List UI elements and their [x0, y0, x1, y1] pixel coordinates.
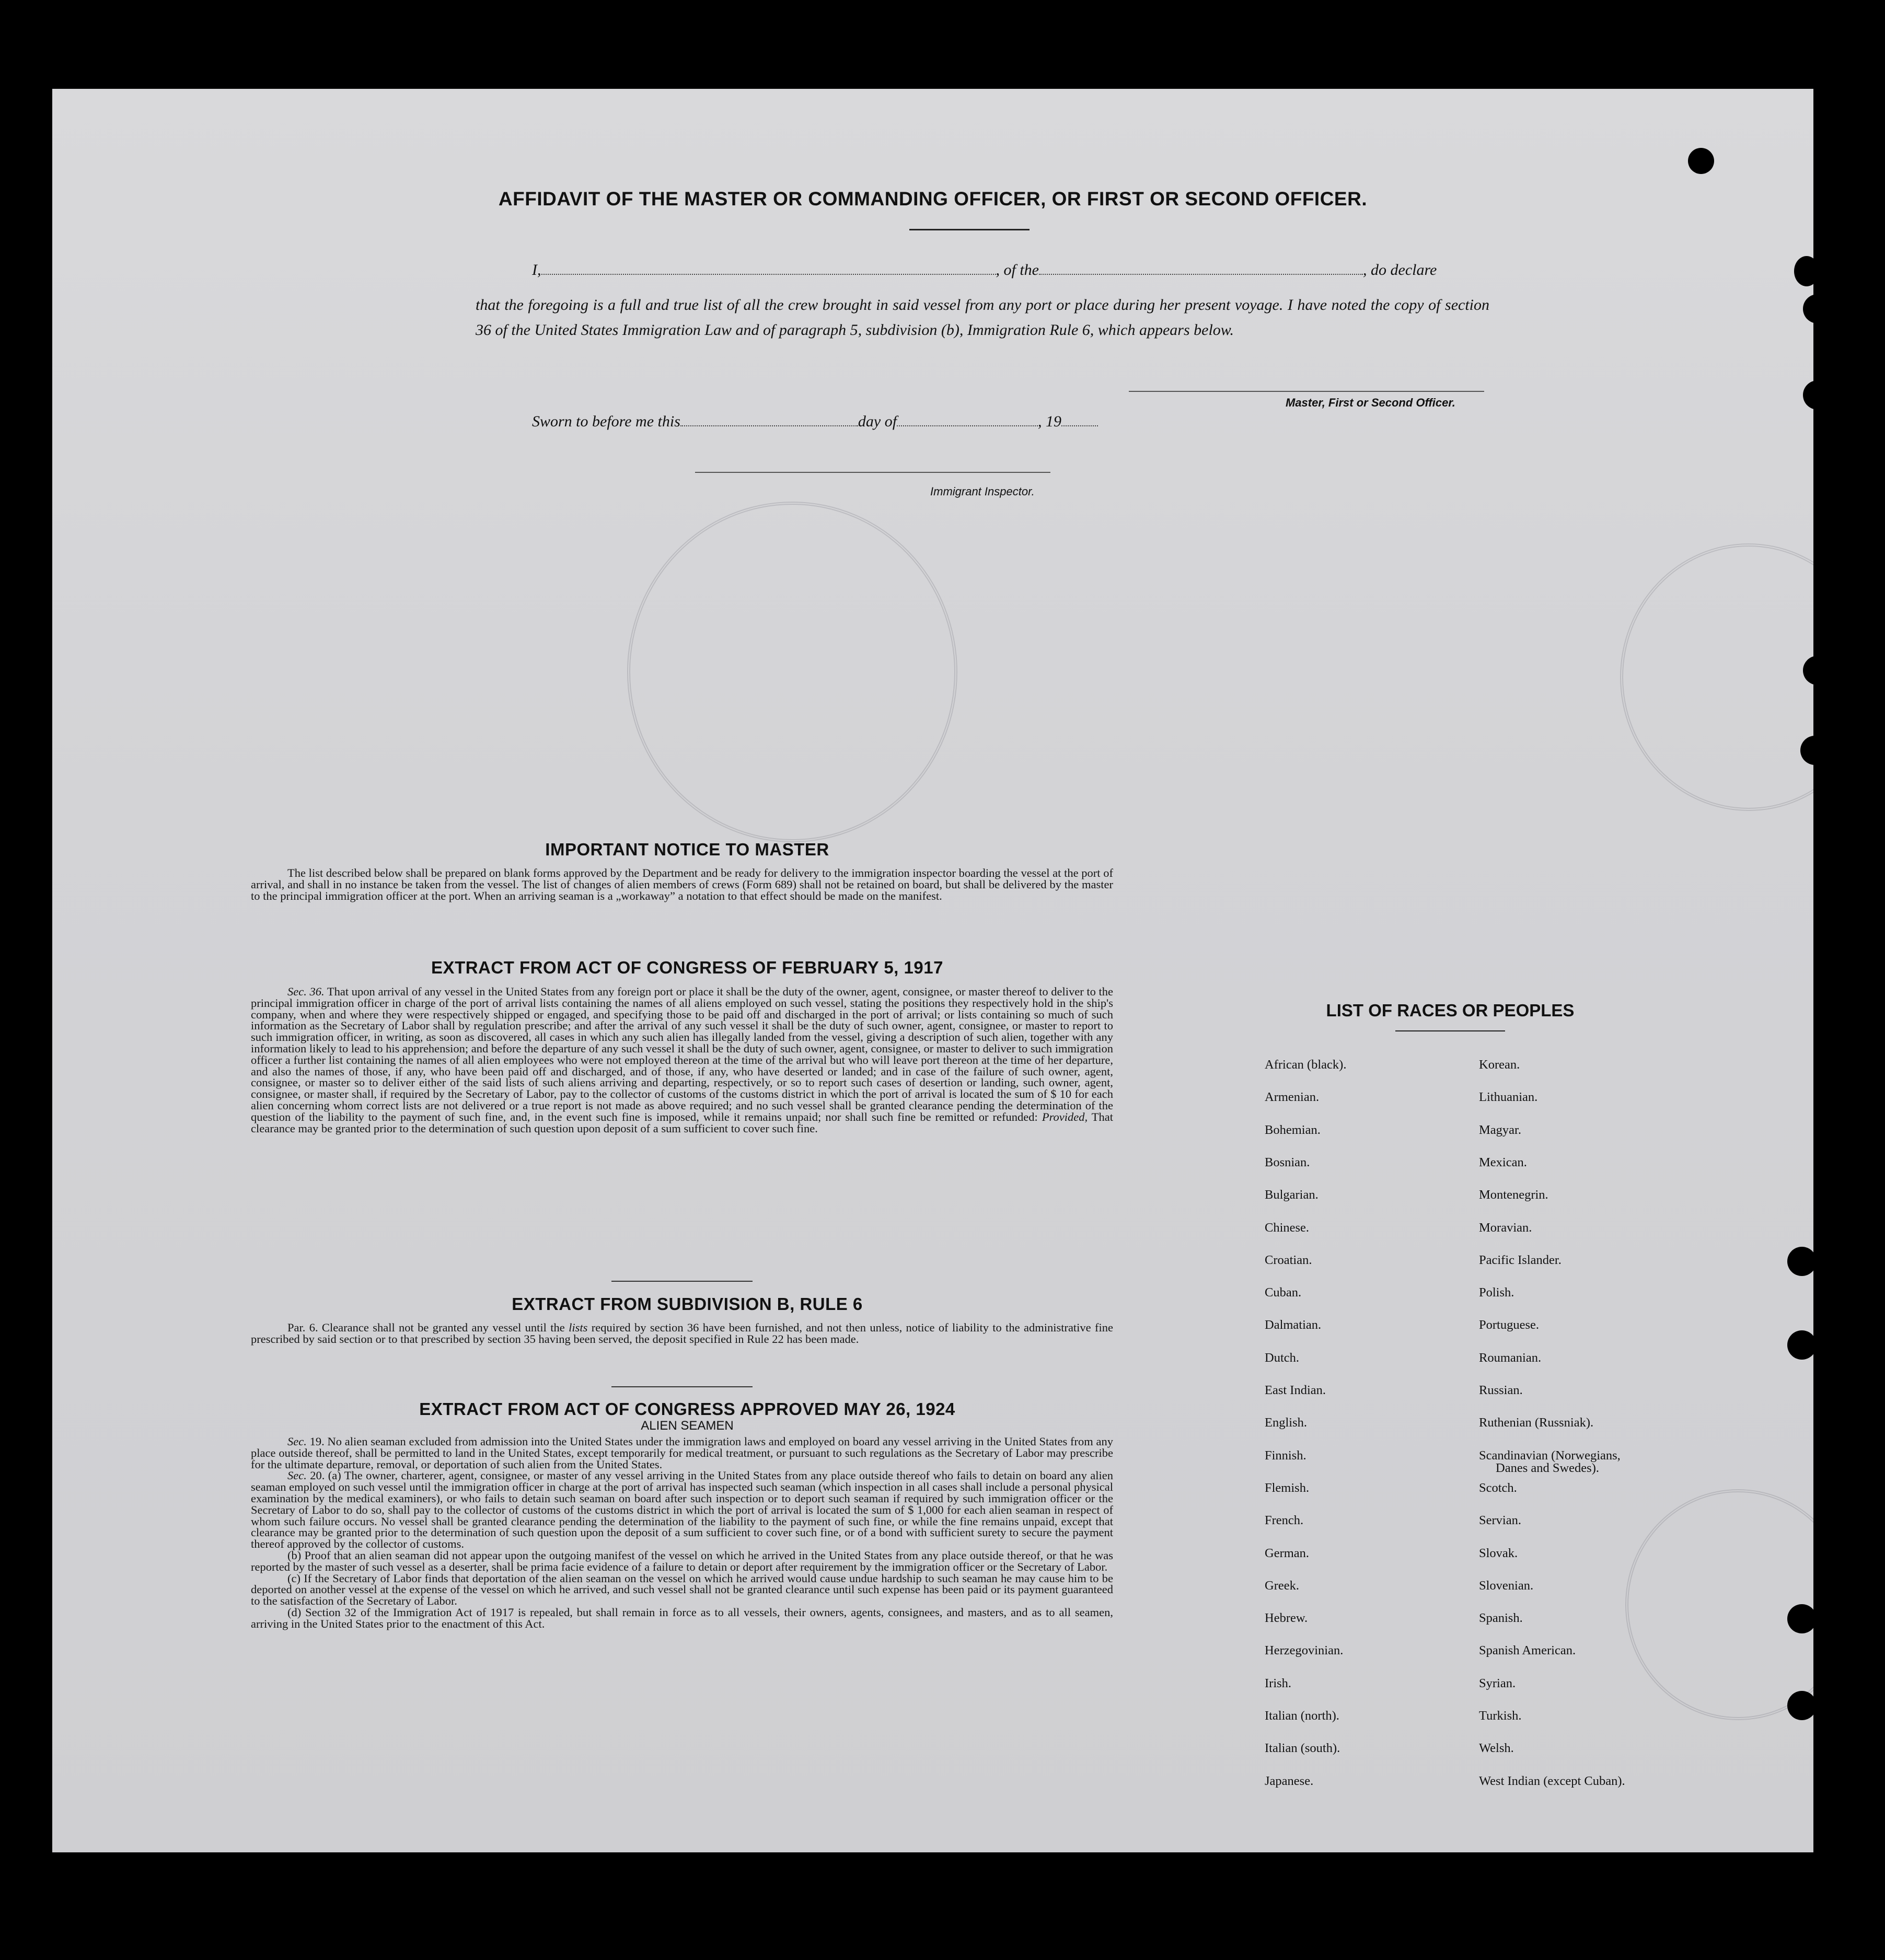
affidavit-statement: that the foregoing is a full and true list of all the crew brought in said vessel from any port or place during her present voyage. I have noted the copy of section 36 of the United States Immigration Law and of paragraph 5, subdivision (b), Immigration Rule 6, which appears below.	[476, 296, 1489, 339]
faint-stamp	[1620, 543, 1813, 811]
race-item: Dalmatian.	[1265, 1318, 1322, 1332]
race-item: Bulgarian.	[1265, 1188, 1319, 1202]
race-item: Japanese.	[1265, 1773, 1314, 1788]
faint-stamp	[627, 502, 957, 842]
race-item: Finnish.	[1265, 1448, 1306, 1463]
race-item: Welsh.	[1479, 1741, 1514, 1756]
race-item: Pacific Islander.	[1479, 1252, 1562, 1267]
inspector-signature-caption: Immigrant Inspector.	[930, 485, 1035, 498]
declarant-name-field[interactable]	[541, 262, 996, 275]
extract-1917-title: EXTRACT FROM ACT OF CONGRESS OF FEBRUARY 5, 1917	[431, 958, 943, 977]
race-item: Mexican.	[1479, 1155, 1527, 1169]
race-item: Moravian.	[1479, 1220, 1532, 1235]
race-item: Slovak.	[1479, 1546, 1518, 1560]
race-item: African (black).	[1265, 1058, 1347, 1072]
race-item: Spanish American.	[1479, 1643, 1576, 1658]
punch-hole	[1800, 736, 1830, 765]
section-20a-paragraph	[251, 1470, 1113, 1550]
race-item: East Indian.	[1265, 1383, 1326, 1397]
sworn-month-field[interactable]	[897, 414, 1038, 426]
race-item: Russian.	[1479, 1383, 1523, 1397]
declarant-prefix: I,	[532, 261, 541, 279]
punch-hole	[1803, 380, 1832, 410]
proviso-word: Provided,	[1042, 1110, 1088, 1123]
affidavit-declaration-line	[532, 261, 1437, 279]
punch-hole	[1787, 1691, 1817, 1720]
master-signature-line[interactable]	[1129, 391, 1484, 392]
punch-hole	[1787, 1330, 1817, 1360]
section-20c-paragraph: (c) If the Secretary of Labor finds that deportation of the alien seaman on the vessel on which he arrived would cause undue hardship to such seaman he may cause him to be deported on another vessel at the expense of the vessel on which he arrived, and such vessel shall not be granted clearance until such expense has been paid or its payment guaranteed to the satisfaction of the Secretary of Labor.	[251, 1571, 1113, 1608]
section-19-label: Sec.	[287, 1435, 307, 1448]
race-item: Syrian.	[1479, 1676, 1516, 1690]
extract-1924-title: EXTRACT FROM ACT OF CONGRESS APPROVED MAY 26, 1924	[419, 1399, 955, 1419]
inspector-signature-line[interactable]	[695, 472, 1050, 473]
race-item: Portuguese.	[1479, 1318, 1539, 1332]
race-item: Cuban.	[1265, 1285, 1302, 1300]
rule-6-body	[251, 1322, 1113, 1345]
extract-1924-subtitle: ALIEN SEAMEN	[641, 1419, 734, 1433]
race-item: Roumanian.	[1479, 1350, 1542, 1365]
of-the-label: , of the	[996, 261, 1039, 279]
vessel-name-field[interactable]	[1039, 262, 1363, 275]
race-item: Lithuanian.	[1479, 1090, 1538, 1105]
race-item: Bohemian.	[1265, 1122, 1321, 1137]
declare-label: , do declare	[1363, 261, 1437, 279]
race-item: Armenian.	[1265, 1090, 1320, 1105]
punch-hole	[1787, 1247, 1817, 1276]
race-item: Croatian.	[1265, 1252, 1312, 1267]
race-item: French.	[1265, 1513, 1304, 1528]
race-item: Spanish.	[1479, 1611, 1523, 1626]
sworn-day-of: day of	[858, 413, 897, 430]
separator-rule	[611, 1281, 753, 1282]
document-sheet	[52, 89, 1813, 1852]
race-item: English.	[1265, 1416, 1307, 1430]
section-20b-paragraph: (b) Proof that an alien seaman did not appear upon the outgoing manifest of the vessel on which he arrived in the United States from any place outside thereof, or that he was reported by the master of such vessel as a deserter, shall be prima facie evidence of a failure to detain or deport after requirement by the immigration officer or the Secretary of Labor.	[251, 1548, 1113, 1573]
race-item: Scotch.	[1479, 1480, 1517, 1495]
notice-body	[251, 867, 1113, 901]
section-36-text: That upon arrival of any vessel in the United States from any foreign port or place it shall be the duty of the owner, agent, consignee, or master thereof to deliver to the principal immigration officer in charge of the port of arrival lists containing the names of all aliens employed on such vessel, stating the positions they respectively hold in the ship's company, when and where they were respectively shipped or engaged, and specifying those to be paid off and discharged in the port of arrival; or lists containing so much of such information as the Secretary of Labor shall by regulation prescribe; and after the arrival of any such vessel it shall be the duty of such owner, agent, consignee, or master to report to such immigration officer, in writing, as soon as discovered, all cases in which any such alien has illegally landed from the vessel, giving a description of such alien, together with any information likely to lead to his apprehension; and before the departure of any such vessel it shall be the duty of such owner, agent, consignee, or master to deliver to such immigration officer a further list containing the names of all alien employees who were not employed thereon at the time of the arrival but who will leave port thereon at the time of her departure, and also the names of those, if any, who have been paid off and discharged, and of those, if any, who have deserted or landed; and in case of the failure of such owner, agent, consignee, or master so to deliver either of the said lists of such aliens arriving and departing, respectively, or so to report such cases of desertion or landing, such owner, agent, consignee, or master shall, if required by the Secretary of Labor, pay to the collector of customs of the customs district in which the port of arrival is located the sum of $ 10 for each alien concerning whom correct lists are not delivered or a true report is not made as above required; and no such vessel shall be granted clearance pending the determination of the question of the liability to the payment of such fine, and, in the event such fine is imposed, while it remains unpaid; nor shall such fine be remitted or refunded:	[251, 985, 1114, 1123]
section-36-proviso-text: That clearance may be granted prior to the determination of such question upon deposit of a sum sufficient to cover such fine.	[251, 1110, 1113, 1135]
race-item: Ruthenian (Russniak).	[1479, 1416, 1594, 1430]
extract-1924-body	[251, 1436, 1113, 1630]
race-item: Herzegovinian.	[1265, 1643, 1344, 1658]
punch-hole	[1803, 294, 1832, 323]
race-item: Danes and Swedes).	[1496, 1460, 1599, 1475]
sworn-year-field[interactable]	[1061, 414, 1098, 426]
notice-paragraph: The list described below shall be prepared on blank forms approved by the Department and be ready for delivery to the immigration inspector boarding the vessel at the port of arrival, and shall in no instance be taken from the vessel. The list of changes of alien members of crews (Form 689) shall not be retained on board, but shall be delivered by the master to the principal immigration officer at the port. When an arriving seaman is a „workaway” a notation to that effect should be made on the manifest.	[251, 866, 1113, 902]
section-20d-paragraph: (d) Section 32 of the Immigration Act of 1917 is repealed, but shall remain in force as to all vessels, their owners, agents, consignees, and masters, and as to all seamen, arriving in the United States prior to the enactment of this Act.	[251, 1605, 1113, 1630]
affidavit-title: AFFIDAVIT OF THE MASTER OR COMMANDING OFFICER, OR FIRST OR SECOND OFFICER.	[498, 188, 1368, 210]
race-item: German.	[1265, 1546, 1310, 1560]
race-item: Bosnian.	[1265, 1155, 1310, 1169]
affidavit-title-rule	[909, 229, 1030, 230]
section-19-paragraph	[251, 1436, 1113, 1470]
race-item: Flemish.	[1265, 1480, 1310, 1495]
race-item: Chinese.	[1265, 1220, 1310, 1235]
separator-rule	[611, 1386, 753, 1387]
race-item: Montenegrin.	[1479, 1188, 1548, 1202]
rule-6-paragraph	[251, 1322, 1113, 1345]
punch-hole	[1787, 1604, 1817, 1633]
section-36-label: Sec. 36.	[287, 985, 325, 998]
race-item: Scandinavian (Norwegians,	[1479, 1448, 1621, 1463]
faint-stamp	[1625, 1489, 1813, 1720]
race-item: Greek.	[1265, 1578, 1299, 1593]
notice-title: IMPORTANT NOTICE TO MASTER	[545, 840, 829, 859]
rule-6-title: EXTRACT FROM SUBDIVISION B, RULE 6	[512, 1294, 863, 1314]
race-item: Italian (north).	[1265, 1709, 1339, 1723]
races-title-rule	[1395, 1030, 1505, 1031]
race-item: Magyar.	[1479, 1122, 1521, 1137]
race-item: Dutch.	[1265, 1350, 1299, 1365]
race-item: Irish.	[1265, 1676, 1292, 1690]
race-item: West Indian (except Cuban).	[1479, 1773, 1625, 1788]
race-item: Italian (south).	[1265, 1741, 1340, 1756]
punch-hole	[1688, 148, 1714, 174]
punch-hole	[1803, 656, 1832, 685]
sworn-line	[532, 413, 1098, 431]
lists-word: lists	[569, 1321, 588, 1334]
section-19-text: 19. No alien seaman excluded from admission into the United States under the immigration laws and employed on board any vessel arriving in the United States from any place outside thereof, shall be permitted to land in the United States, except temporarily for medical treatment, or pursuant to such regulations as the Secretary of Labor may prescribe for the ultimate departure, removal, or deportation of such alien from the United States.	[251, 1435, 1113, 1471]
sworn-year-prefix: , 19	[1038, 413, 1062, 430]
race-item: Slovenian.	[1479, 1578, 1534, 1593]
race-item: Turkish.	[1479, 1709, 1522, 1723]
section-20-label: Sec.	[287, 1469, 307, 1482]
rule-6-text-a: Par. 6. Clearance shall not be granted any vessel until the	[287, 1321, 565, 1334]
sworn-prefix: Sworn to before me this	[532, 413, 680, 430]
punch-hole	[1794, 256, 1819, 286]
section-36-paragraph	[251, 986, 1113, 1134]
rule-6-text-b: required by section 36 have been furnished, and not then unless, notice of liability to the administrative fine prescribed by said section or to that prescribed by section 35 having been served, the deposit specified in Rule 22 has been made.	[251, 1321, 1113, 1346]
section-20a-text: 20. (a) The owner, charterer, agent, consignee, or master of any vessel arriving in the United States from any place outside thereof who fails to detain on board any alien seaman employed on such vessel until the immigration officer in charge at the port of arrival has inspected such seaman (which inspection in all cases shall include a personal physical examination by the medical examiners), or who fails to detain such seaman on board after such inspection or to deport such seaman if required by such immigration officer or the Secretary of Labor to do so, shall pay to the collector of customs of the customs district in which the port of arrival is located the sum of $ 1,000 for each alien seaman in respect of whom such failure occurs. No vessel shall be granted clearance pending the determination of the liability to the payment of such fine, or while the fine remains unpaid, except that clearance may be granted prior to the determination of such question upon the deposit of a sum sufficient to cover such fine, or of a bond with sufficient surety to secure the payment thereof approved by the collector of customs.	[251, 1469, 1114, 1551]
races-title: LIST OF RACES OR PEOPLES	[1326, 1001, 1575, 1020]
sworn-day-field[interactable]	[680, 414, 858, 426]
race-item: Servian.	[1479, 1513, 1521, 1528]
race-item: Polish.	[1479, 1285, 1514, 1300]
race-item: Hebrew.	[1265, 1611, 1308, 1626]
extract-1917-body	[251, 986, 1113, 1134]
race-item: Korean.	[1479, 1058, 1520, 1072]
master-signature-caption: Master, First or Second Officer.	[1286, 396, 1455, 409]
